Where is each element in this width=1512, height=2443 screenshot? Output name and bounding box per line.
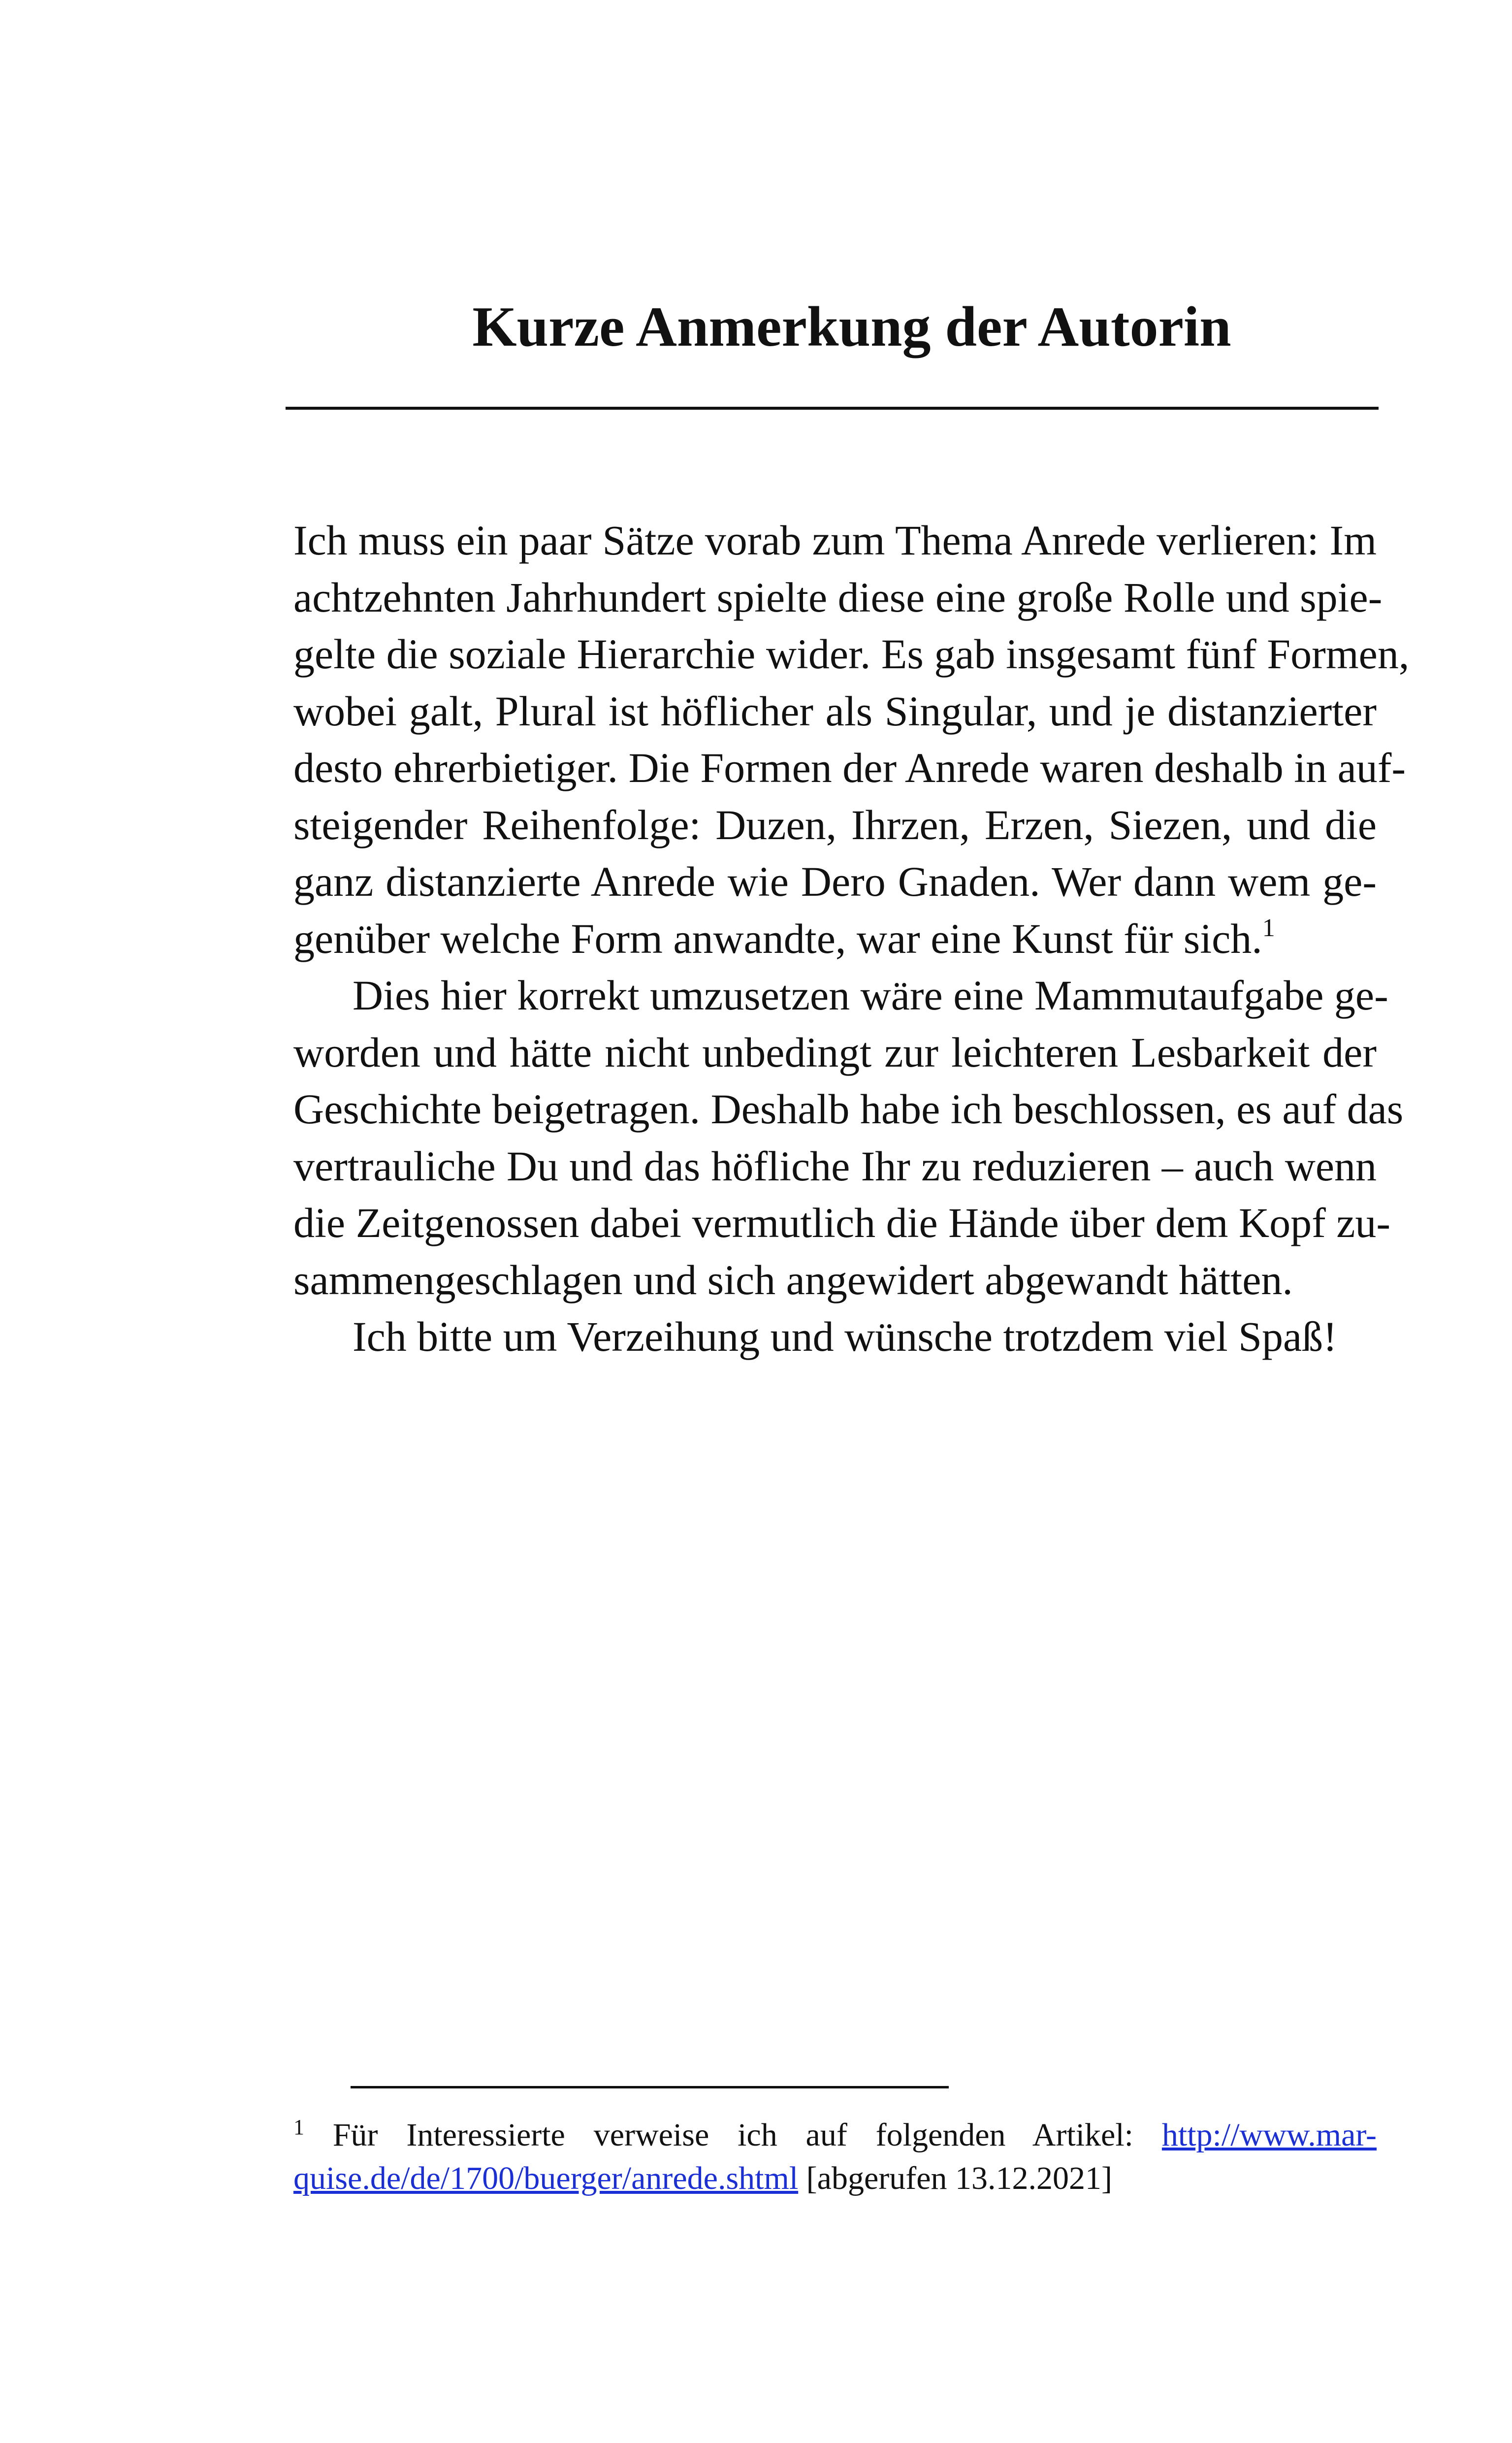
page-title: Kurze Anmerkung der Autorin: [472, 295, 1231, 358]
text-line: ganz distanzierte Anrede wie Dero Gnaden. Wer dann wem ge-: [293, 858, 1377, 905]
text-line: vertrauliche Du und das höfliche Ihr zu reduzieren – auch wenn: [293, 1142, 1377, 1190]
paragraph-1: [293, 512, 1410, 967]
footnote-divider: [351, 2086, 949, 2088]
text-line: Geschichte beigetragen. Deshalb habe ich beschlossen, es auf das: [293, 1085, 1404, 1133]
footnote-text: Für Interessierte verweise ich auf folgenden Artikel:: [332, 2117, 1134, 2153]
text-line: sammengeschlagen und sich angewidert abgewandt hätten.: [293, 1256, 1293, 1303]
text-line: Dies hier korrekt umzusetzen wäre eine Mammutaufgabe ge-: [353, 972, 1388, 1019]
text-line: wobei galt, Plural ist höflicher als Singular, und je distanzierter: [293, 687, 1377, 735]
body-text: [293, 512, 1410, 1366]
text-line: gelte die soziale Hierarchie wider. Es gab insgesamt fünf Formen,: [293, 630, 1410, 678]
text-line-content: genüber welche Form anwandte, war eine Kunst für sich.: [293, 914, 1262, 962]
footnote-link-continued[interactable]: quise.de/de/1700/buerger/anrede.shtml: [293, 2160, 799, 2196]
footnote-link[interactable]: http://www.mar-: [1161, 2117, 1377, 2153]
footnote-access-date: [abgerufen 13.12.2021]: [806, 2160, 1112, 2196]
footnote-line-1: [293, 2114, 1377, 2157]
paragraph-3: [293, 1308, 1377, 1366]
title-divider: [286, 407, 1379, 410]
footnote-reference[interactable]: 1: [1262, 913, 1275, 942]
text-line: worden und hätte nicht unbedingt zur leichteren Lesbarkeit der: [293, 1028, 1377, 1076]
text-line: steigender Reihenfolge: Duzen, Ihrzen, Erzen, Siezen, und die: [293, 801, 1377, 848]
text-line: achtzehnten Jahrhundert spielte diese eine große Rolle und spie-: [293, 573, 1383, 621]
text-line-last: [293, 911, 1377, 968]
footnote-line-2: [293, 2157, 1377, 2200]
text-line: desto ehrerbietiger. Die Formen der Anrede waren deshalb in auf-: [293, 744, 1406, 791]
text-line: die Zeitgenossen dabei vermutlich die Hände über dem Kopf zu-: [293, 1199, 1391, 1246]
text-line: Ich muss ein paar Sätze vorab zum Thema Anrede verlieren: Im: [293, 517, 1377, 564]
footnote: [293, 2114, 1377, 2200]
paragraph-2: [293, 967, 1404, 1308]
footnote-number: 1: [293, 2115, 304, 2139]
text-line: Ich bitte um Verzeihung und wünsche trotzdem viel Spaß!: [353, 1313, 1337, 1360]
